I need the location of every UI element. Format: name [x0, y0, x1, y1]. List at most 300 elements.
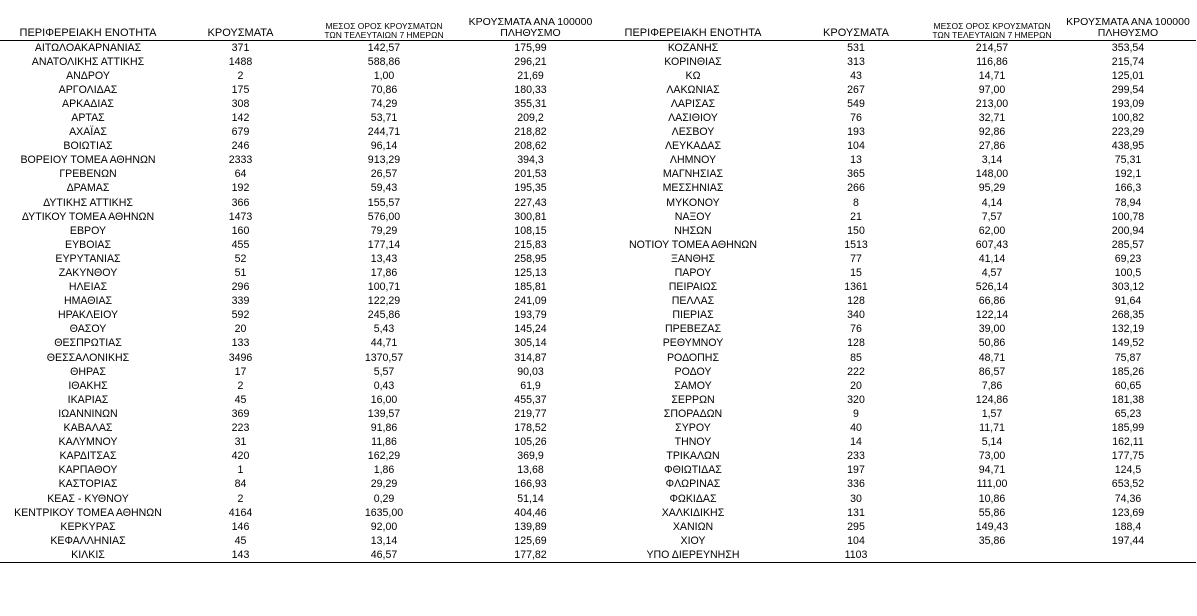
- avg-cell: 17,86: [370, 267, 398, 279]
- table-row: [598, 548, 1196, 563]
- table-row: [598, 534, 1196, 548]
- table-row: [0, 153, 598, 167]
- per-100k-cell: 200,94: [1111, 224, 1145, 237]
- table-row: [0, 463, 598, 477]
- cases-cell: 4164: [228, 506, 253, 519]
- cases-cell: 592: [231, 309, 250, 322]
- region-cell: ΕΥΡΥΤΑΝΙΑΣ: [55, 252, 121, 265]
- avg-cell: 122,14: [975, 309, 1009, 322]
- avg-cell: 97,00: [978, 83, 1006, 96]
- table-row: [598, 351, 1196, 365]
- avg-cell: 122,29: [367, 295, 401, 308]
- per-100k-cell: 219,77: [514, 407, 547, 420]
- region-cell: ΚΑΣΤΟΡΙΑΣ: [58, 478, 118, 491]
- cases-cell: 131: [847, 506, 865, 519]
- table-row: [598, 294, 1196, 308]
- per-100k-cell: 285,57: [1111, 238, 1145, 251]
- table-row: [598, 181, 1196, 195]
- table-row: [0, 548, 598, 563]
- cases-cell: 128: [847, 337, 865, 350]
- per-100k-cell: 60,65: [1114, 379, 1142, 392]
- region-cell: ΚΕΡΚΥΡΑΣ: [60, 520, 116, 533]
- header-region: ΠΕΡΙΦΕΡΕΙΑΚΗ ΕΝΟΤΗΤΑ: [598, 7, 788, 40]
- cases-cell: 43: [850, 69, 862, 82]
- cases-cell: 369: [231, 407, 250, 420]
- per-100k-cell: 188,4: [1114, 520, 1142, 533]
- region-cell: ΛΕΥΚΑΔΑΣ: [664, 140, 722, 153]
- per-100k-cell: 192,1: [1114, 168, 1142, 181]
- per-100k-cell: 241,09: [514, 295, 547, 308]
- table-row: [598, 449, 1196, 463]
- per-100k-cell: 404,46: [514, 506, 547, 519]
- table-row: [0, 477, 598, 491]
- region-cell: ΒΟΡΕΙΟΥ ΤΟΜΕΑ ΑΘΗΝΩΝ: [20, 154, 156, 167]
- region-cell: ΔΥΤΙΚΗΣ ΑΤΤΙΚΗΣ: [43, 196, 133, 209]
- cases-cell: 142: [231, 111, 250, 124]
- cases-cell: 1: [237, 464, 244, 477]
- region-cell: ΧΙΟΥ: [680, 534, 706, 547]
- cases-cell: 1473: [228, 210, 253, 223]
- table-row: [598, 139, 1196, 153]
- avg-cell: 55,86: [978, 506, 1006, 519]
- avg-cell: 91,86: [370, 422, 398, 435]
- avg-cell: 142,57: [367, 41, 401, 54]
- cases-cell: 222: [847, 365, 865, 378]
- region-cell: ΘΑΣΟΥ: [69, 323, 107, 336]
- region-cell: ΕΒΡΟΥ: [69, 224, 107, 237]
- per-100k-cell: 369,9: [517, 450, 544, 463]
- avg-cell: 70,86: [370, 83, 398, 96]
- table-row: [0, 55, 598, 69]
- region-cell: ΡΟΔΟΠΗΣ: [666, 351, 720, 364]
- table-row: [0, 435, 598, 449]
- table-row: [0, 365, 598, 379]
- region-cell: ΔΡΑΜΑΣ: [66, 182, 110, 195]
- avg-cell: 0,43: [373, 379, 395, 392]
- table-row: [0, 266, 598, 280]
- per-100k-cell: 149,52: [1111, 337, 1145, 350]
- table-row: [0, 83, 598, 97]
- per-100k-cell: 215,83: [514, 238, 547, 251]
- avg-cell: 213,00: [975, 97, 1009, 110]
- per-100k-cell: 91,64: [1114, 295, 1142, 308]
- table-row: [598, 393, 1196, 407]
- region-cell: ΛΗΜΝΟΥ: [669, 154, 717, 167]
- per-100k-cell: 132,19: [1111, 323, 1145, 336]
- avg-cell: 7,86: [981, 379, 1003, 392]
- table-row: [0, 322, 598, 336]
- cases-cell: 295: [847, 520, 865, 533]
- per-100k-cell: 105,26: [514, 436, 547, 449]
- header-per-line1: ΚΡΟΥΣΜΑΤΑ ΑΝΑ 100000: [468, 16, 593, 29]
- table-row: [598, 379, 1196, 393]
- region-cell: ΡΟΔΟΥ: [674, 365, 712, 378]
- cases-cell: 20: [850, 379, 862, 392]
- per-100k-cell: 177,82: [463, 548, 598, 563]
- avg-cell: 14,71: [978, 69, 1006, 82]
- avg-cell: 53,71: [370, 111, 398, 124]
- avg-cell: 32,71: [978, 111, 1006, 124]
- avg-cell: 1,00: [373, 69, 395, 82]
- avg-cell: 13,14: [370, 534, 398, 547]
- per-100k-cell: 215,74: [1111, 55, 1145, 68]
- cases-cell: 320: [847, 393, 865, 406]
- per-100k-cell: 21,69: [517, 69, 544, 82]
- per-100k-cell: 258,95: [514, 252, 547, 265]
- avg-cell: 10,86: [978, 492, 1006, 505]
- header-avg-line2: ΤΩΝ ΤΕΛΕΥΤΑΙΩΝ 7 ΗΜΕΡΩΝ: [932, 29, 1052, 40]
- cases-table-left: [0, 7, 598, 563]
- per-100k-cell: 75,87: [1114, 351, 1142, 364]
- region-cell: ΠΙΕΡΙΑΣ: [672, 309, 714, 322]
- cases-cell: 76: [850, 111, 862, 124]
- per-100k-cell: 108,15: [514, 224, 547, 237]
- avg-cell: 5,57: [373, 365, 395, 378]
- avg-cell: 62,00: [978, 224, 1006, 237]
- region-cell: ΤΡΙΚΑΛΩΝ: [666, 450, 720, 463]
- region-cell: ΘΕΣΠΡΩΤΙΑΣ: [54, 337, 122, 350]
- avg-cell: 5,14: [981, 436, 1003, 449]
- avg-cell: 96,14: [370, 140, 398, 153]
- avg-cell: 139,57: [367, 407, 401, 420]
- cases-cell: 223: [231, 422, 250, 435]
- header-region: ΠΕΡΙΦΕΡΕΙΑΚΗ ΕΝΟΤΗΤΑ: [0, 7, 176, 40]
- avg-cell: 155,57: [367, 196, 401, 209]
- cases-cell: 85: [850, 351, 862, 364]
- per-100k-cell: 13,68: [517, 464, 544, 477]
- avg-cell: 74,29: [370, 97, 398, 110]
- header-per-line2: ΠΛΗΘΥΣΜΟ: [500, 27, 561, 40]
- cases-cell: 313: [847, 55, 865, 68]
- avg-cell: 73,00: [978, 450, 1006, 463]
- cases-cell: 21: [850, 210, 862, 223]
- header-avg-7-days: [924, 7, 1060, 40]
- per-100k-cell: 100,78: [1111, 210, 1145, 223]
- per-100k-cell: 355,31: [514, 97, 547, 110]
- avg-cell: 11,86: [371, 436, 397, 449]
- region-cell: ΗΡΑΚΛΕΙΟΥ: [57, 309, 119, 322]
- table-row: [0, 40, 598, 55]
- per-100k-cell: 123,69: [1111, 506, 1145, 519]
- header-cases: ΚΡΟΥΣΜΑΤΑ: [788, 7, 924, 40]
- region-cell: ΓΡΕΒΕΝΩΝ: [59, 168, 117, 181]
- table-row: [0, 421, 598, 435]
- avg-cell: 16,00: [370, 393, 398, 406]
- region-cell: ΑΝΔΡΟΥ: [66, 69, 110, 82]
- region-cell: ΚΙΛΚΙΣ: [0, 548, 176, 563]
- region-cell: ΤΗΝΟΥ: [674, 436, 712, 449]
- cases-cell: 30: [850, 492, 862, 505]
- per-100k-cell: 455,37: [514, 393, 547, 406]
- table-row: [598, 266, 1196, 280]
- table-row: [0, 139, 598, 153]
- region-cell: ΖΑΚΥΝΘΟΥ: [58, 267, 118, 279]
- table-row: [598, 69, 1196, 83]
- table-row: [0, 393, 598, 407]
- per-100k-cell: 177,75: [1111, 450, 1145, 463]
- avg-cell: 59,43: [370, 182, 398, 195]
- avg-cell: 39,00: [978, 323, 1006, 336]
- per-100k-cell: 69,23: [1114, 252, 1142, 265]
- cases-cell: 133: [231, 337, 250, 350]
- table-row: [598, 421, 1196, 435]
- region-cell: ΜΥΚΟΝΟΥ: [666, 196, 720, 209]
- table-row: [0, 69, 598, 83]
- per-100k-cell: 653,52: [1111, 478, 1145, 491]
- avg-cell: 100,71: [367, 281, 401, 294]
- region-cell: ΑΡΚΑΔΙΑΣ: [62, 97, 114, 110]
- cases-cell: 1488: [228, 55, 253, 68]
- cases-cell: 679: [231, 126, 250, 139]
- cases-cell: 296: [231, 281, 250, 294]
- cases-cell: 336: [847, 478, 865, 491]
- cases-cell: 20: [234, 323, 247, 336]
- region-cell: ΕΥΒΟΙΑΣ: [65, 238, 111, 251]
- region-cell: ΚΕΑΣ - ΚΥΘΝΟΥ: [47, 492, 129, 505]
- region-cell: ΣΥΡΟΥ: [675, 422, 711, 435]
- region-cell: ΠΕΛΛΑΣ: [671, 295, 715, 308]
- region-cell: ΣΑΜΟΥ: [674, 379, 712, 392]
- region-cell: ΑΧΑΪΑΣ: [69, 126, 107, 139]
- table-row: [0, 252, 598, 266]
- per-100k-cell: 75,31: [1114, 154, 1142, 167]
- header-per-line1: ΚΡΟΥΣΜΑΤΑ ΑΝΑ 100000: [1066, 16, 1190, 29]
- per-100k-cell: 51,14: [517, 492, 544, 505]
- region-cell: ΚΟΖΑΝΗΣ: [667, 41, 719, 54]
- region-cell: ΠΕΙΡΑΙΩΣ: [668, 281, 718, 294]
- cases-cell: 15: [850, 267, 862, 279]
- avg-cell: 4,57: [981, 267, 1003, 279]
- region-cell: ΚΑΡΔΙΤΣΑΣ: [59, 450, 117, 463]
- per-100k-cell: 124,5: [1114, 464, 1142, 477]
- table-row: [598, 492, 1196, 506]
- table-row: [0, 407, 598, 421]
- table-row: [598, 83, 1196, 97]
- region-cell: ΥΠΟ ΔΙΕΡΕΥΝΗΣΗ: [598, 548, 788, 563]
- avg-cell: 11,71: [979, 422, 1005, 435]
- header-avg-line2: ΤΩΝ ΤΕΛΕΥΤΑΙΩΝ 7 ΗΜΕΡΩΝ: [324, 29, 444, 40]
- header-cases: ΚΡΟΥΣΜΑΤΑ: [176, 7, 305, 40]
- cases-cell: 45: [234, 393, 247, 406]
- table-row: [598, 280, 1196, 294]
- table-row: [598, 435, 1196, 449]
- avg-cell: 50,86: [978, 337, 1006, 350]
- per-100k-cell: 145,24: [514, 323, 547, 336]
- region-cell: ΝΗΣΩΝ: [674, 224, 712, 237]
- table-row: [0, 379, 598, 393]
- table-row: [598, 210, 1196, 224]
- region-cell: ΗΛΕΙΑΣ: [68, 281, 108, 294]
- table-row: [598, 252, 1196, 266]
- cases-cell: 175: [231, 83, 250, 96]
- table-row: [598, 506, 1196, 520]
- cases-cell: 2: [237, 69, 244, 82]
- avg-cell: 95,29: [978, 182, 1006, 195]
- region-cell: ΧΑΛΚΙΔΙΚΗΣ: [661, 506, 725, 519]
- avg-cell: 92,00: [370, 520, 398, 533]
- cases-cell: 371: [231, 41, 250, 54]
- avg-cell: 1,86: [373, 464, 395, 477]
- per-100k-cell: 166,93: [514, 478, 547, 491]
- per-100k-cell: 195,35: [514, 182, 547, 195]
- cases-cell: 13: [850, 154, 862, 167]
- table-body-right: [598, 40, 1196, 562]
- cases-cell: 308: [231, 97, 250, 110]
- cases-cell: 143: [176, 548, 305, 563]
- per-100k-cell: 65,23: [1114, 407, 1142, 420]
- region-cell: ΛΑΡΙΣΑΣ: [670, 97, 716, 110]
- region-cell: ΣΠΟΡΑΔΩΝ: [663, 407, 723, 420]
- region-cell: ΦΛΩΡΙΝΑΣ: [665, 478, 721, 491]
- table-row: [0, 224, 598, 238]
- per-100k-cell: 438,95: [1111, 140, 1145, 153]
- region-cell: ΛΕΣΒΟΥ: [671, 126, 715, 139]
- table-header-row: [598, 7, 1196, 40]
- cases-cell: 1513: [844, 238, 868, 251]
- table-row: [598, 365, 1196, 379]
- cases-cell: 455: [231, 238, 250, 251]
- cases-cell: 104: [847, 140, 865, 153]
- region-cell: ΞΑΝΘΗΣ: [670, 252, 716, 265]
- per-100k-cell: 218,82: [514, 126, 547, 139]
- per-100k-cell: 185,81: [514, 281, 547, 294]
- cases-cell: 150: [847, 224, 865, 237]
- per-100k-cell: 74,36: [1114, 492, 1142, 505]
- per-100k-cell: 61,9: [520, 379, 541, 392]
- region-cell: ΣΕΡΡΩΝ: [671, 393, 715, 406]
- table-row: [598, 153, 1196, 167]
- cases-cell: 193: [847, 126, 865, 139]
- per-100k-cell: 185,99: [1111, 422, 1145, 435]
- avg-cell: 116,86: [976, 55, 1008, 68]
- per-100k-cell: 299,54: [1111, 83, 1145, 96]
- region-cell: ΡΕΘΥΜΝΟΥ: [662, 337, 724, 350]
- avg-cell: 177,14: [367, 238, 401, 251]
- table-row: [0, 210, 598, 224]
- avg-cell: 148,00: [975, 168, 1009, 181]
- table-row: [598, 125, 1196, 139]
- avg-cell: 244,71: [367, 126, 401, 139]
- table-row: [598, 167, 1196, 181]
- table-row: [0, 351, 598, 365]
- region-cell: ΘΗΡΑΣ: [70, 365, 106, 378]
- cases-cell: 51: [234, 267, 247, 279]
- avg-cell: 66,86: [978, 295, 1006, 308]
- region-cell: ΝΟΤΙΟΥ ΤΟΜΕΑ ΑΘΗΝΩΝ: [628, 238, 758, 251]
- avg-cell: 46,57: [305, 548, 463, 563]
- cases-cell: 40: [850, 422, 862, 435]
- header-per-line2: ΠΛΗΘΥΣΜΟ: [1097, 27, 1159, 40]
- avg-cell: 48,71: [978, 351, 1006, 364]
- per-100k-cell: 100,82: [1111, 111, 1145, 124]
- avg-cell: 576,00: [367, 210, 401, 223]
- table-row: [0, 449, 598, 463]
- cases-cell: 420: [231, 450, 250, 463]
- cases-cell: 8: [853, 196, 859, 209]
- header-per-100000: [463, 7, 598, 40]
- table-row: [598, 97, 1196, 111]
- header-avg-line1: ΜΕΣΟΣ ΟΡΟΣ ΚΡΟΥΣΜΑΤΩΝ: [933, 20, 1051, 31]
- per-100k-cell: 223,29: [1111, 126, 1145, 139]
- per-100k-cell: 303,12: [1111, 281, 1145, 294]
- region-cell: ΜΕΣΣΗΝΙΑΣ: [662, 182, 724, 195]
- per-100k-cell: 166,3: [1114, 182, 1142, 195]
- header-per-100000: [1060, 7, 1196, 40]
- cases-cell: 52: [234, 252, 247, 265]
- avg-cell: 35,86: [978, 534, 1006, 547]
- cases-cell: 77: [850, 252, 862, 265]
- table-row: [0, 111, 598, 125]
- header-avg-7-days: [305, 7, 463, 40]
- cases-cell: 1361: [844, 281, 868, 294]
- table-row: [598, 224, 1196, 238]
- region-cell: ΚΕΝΤΡΙΚΟΥ ΤΟΜΕΑ ΑΘΗΝΩΝ: [14, 506, 162, 519]
- region-cell: ΙΩΑΝΝΙΝΩΝ: [58, 407, 118, 420]
- table-row: [598, 336, 1196, 350]
- per-100k-cell: [1060, 548, 1196, 563]
- avg-cell: 26,57: [370, 168, 398, 181]
- per-100k-cell: 178,52: [514, 422, 547, 435]
- cases-cell: 45: [234, 534, 247, 547]
- table-row: [0, 534, 598, 548]
- region-cell: ΑΙΤΩΛΟΑΚΑΡΝΑΝΙΑΣ: [34, 41, 142, 54]
- region-cell: ΑΡΓΟΛΙΔΑΣ: [58, 83, 118, 96]
- avg-cell: 0,29: [373, 492, 395, 505]
- per-100k-cell: 100,5: [1114, 267, 1142, 279]
- avg-cell: 149,43: [975, 520, 1009, 533]
- cases-cell: 3496: [228, 351, 253, 364]
- table-row: [0, 336, 598, 350]
- region-cell: ΠΡΕΒΕΖΑΣ: [665, 323, 721, 336]
- cases-cell: 14: [850, 436, 862, 449]
- avg-cell: 29,29: [370, 478, 398, 491]
- table-row: [598, 322, 1196, 336]
- table-row: [598, 477, 1196, 491]
- region-cell: ΚΑΡΠΑΘΟΥ: [58, 464, 118, 477]
- table-row: [598, 520, 1196, 534]
- region-cell: ΚΩ: [685, 69, 701, 82]
- per-100k-cell: 139,89: [514, 520, 547, 533]
- cases-cell: 84: [234, 478, 247, 491]
- region-cell: ΦΘΙΩΤΙΔΑΣ: [664, 464, 722, 477]
- avg-cell: 1370,57: [364, 351, 404, 364]
- region-cell: ΑΡΤΑΣ: [71, 111, 105, 124]
- region-cell: ΑΝΑΤΟΛΙΚΗΣ ΑΤΤΙΚΗΣ: [31, 55, 145, 68]
- table-row: [598, 238, 1196, 252]
- per-100k-cell: 268,35: [1111, 309, 1145, 322]
- avg-cell: 526,14: [975, 281, 1009, 294]
- table-row: [0, 506, 598, 520]
- cases-cell: 146: [231, 520, 250, 533]
- per-100k-cell: 175,99: [514, 41, 547, 54]
- cases-cell: 2: [237, 492, 244, 505]
- avg-cell: [924, 548, 1060, 563]
- avg-cell: 245,86: [367, 309, 401, 322]
- region-cell: ΙΚΑΡΙΑΣ: [67, 393, 109, 406]
- cases-cell: 549: [847, 97, 865, 110]
- avg-cell: 1635,00: [364, 506, 404, 519]
- table-row: [598, 111, 1196, 125]
- avg-cell: 214,57: [975, 41, 1009, 54]
- cases-cell: 366: [231, 196, 250, 209]
- cases-table-right: [598, 7, 1196, 563]
- table-row: [0, 492, 598, 506]
- cases-cell: 76: [850, 323, 862, 336]
- table-row: [598, 463, 1196, 477]
- cases-cell: 197: [847, 464, 865, 477]
- region-cell: ΚΑΛΥΜΝΟΥ: [58, 436, 118, 449]
- cases-cell: 340: [847, 309, 865, 322]
